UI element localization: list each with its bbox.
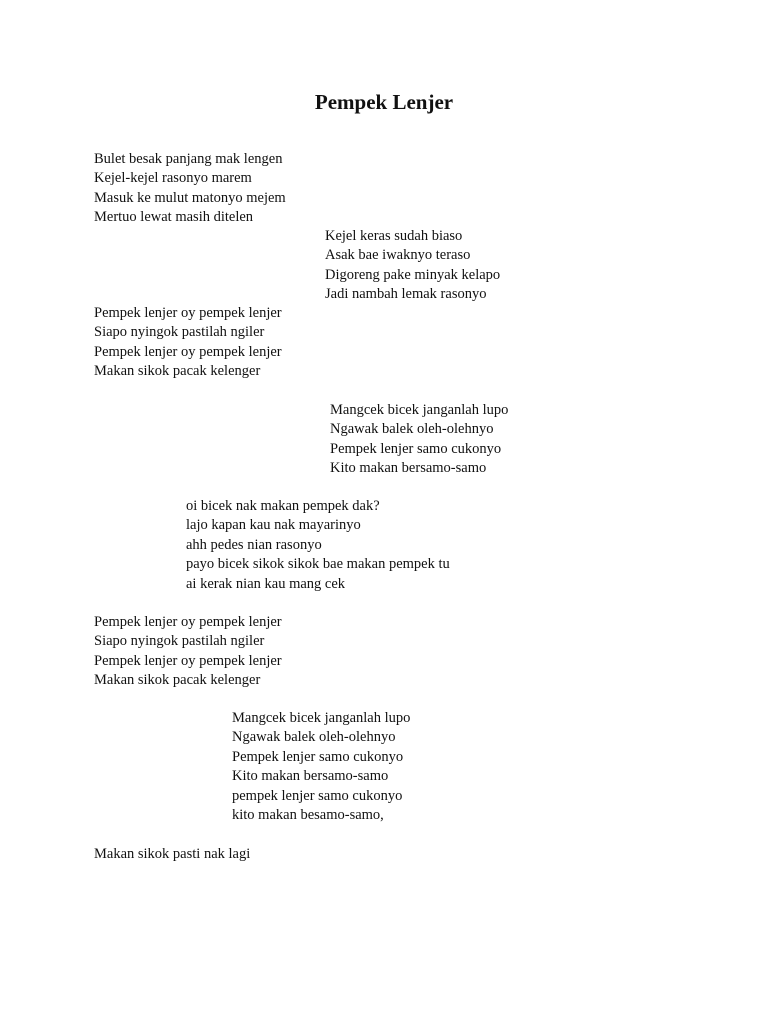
stanza-line: Bulet besak panjang mak lengen bbox=[94, 151, 283, 167]
stanza-line: payo bicek sikok sikok bae makan pempek tu bbox=[186, 556, 450, 573]
stanza-line: Pempek lenjer oy pempek lenjer bbox=[94, 614, 282, 630]
stanza-line: ahh pedes nian rasonyo bbox=[186, 536, 322, 553]
document-title: Pempek Lenjer bbox=[314, 90, 454, 114]
stanza-line: Kejel-kejel rasonyo marem bbox=[94, 170, 252, 187]
stanza-line: Pempek lenjer samo cukonyo bbox=[232, 748, 404, 765]
stanza-7 bbox=[232, 709, 410, 825]
stanza-line: Masuk ke mulut matonyo mejem bbox=[94, 189, 286, 206]
stanza-line: Kito makan bersamo-samo bbox=[330, 460, 487, 477]
stanza-line: lajo kapan kau nak mayarinyo bbox=[186, 517, 361, 534]
stanza-line: Ngawak balek oleh-olehnyo bbox=[232, 729, 396, 746]
stanza-line: ai kerak nian kau mang cek bbox=[186, 575, 346, 592]
stanza-line: kito makan besamo-samo, bbox=[232, 807, 384, 824]
stanza-line: Makan sikok pacak kelenger bbox=[94, 363, 261, 380]
stanza-line: Kejel keras sudah biaso bbox=[325, 228, 463, 244]
stanza-line: Siapo nyingok pastilah ngiler bbox=[94, 633, 265, 650]
stanza-line: Siapo nyingok pastilah ngiler bbox=[94, 324, 265, 341]
stanza-3-chorus bbox=[94, 304, 282, 382]
stanza-line: pempek lenjer samo cukonyo bbox=[232, 787, 403, 804]
stanza-2 bbox=[325, 227, 500, 305]
stanza-line: Makan sikok pasti nak lagi bbox=[94, 846, 251, 862]
stanza-line: Mangcek bicek janganlah lupo bbox=[330, 402, 509, 418]
stanza-1 bbox=[94, 150, 286, 228]
stanza-line: oi bicek nak makan pempek dak? bbox=[186, 498, 380, 514]
stanza-8-closing bbox=[94, 845, 250, 864]
stanza-line: Digoreng pake minyak kelapo bbox=[325, 266, 501, 283]
stanza-line: Asak bae iwaknyo teraso bbox=[325, 247, 471, 264]
stanza-line: Makan sikok pacak kelenger bbox=[94, 672, 261, 689]
stanza-line: Mangcek bicek janganlah lupo bbox=[232, 710, 411, 726]
stanza-line: Pempek lenjer oy pempek lenjer bbox=[94, 343, 282, 360]
stanza-line: Jadi nambah lemak rasonyo bbox=[325, 286, 487, 303]
stanza-line: Mertuo lewat masih ditelen bbox=[94, 209, 254, 226]
stanza-line: Pempek lenjer samo cukonyo bbox=[330, 440, 502, 457]
stanza-5-dialogue bbox=[186, 497, 450, 594]
stanza-line: Kito makan bersamo-samo bbox=[232, 768, 389, 785]
stanza-line: Pempek lenjer oy pempek lenjer bbox=[94, 305, 282, 321]
stanza-line: Ngawak balek oleh-olehnyo bbox=[330, 421, 494, 438]
stanza-6-chorus bbox=[94, 613, 282, 691]
stanza-line: Pempek lenjer oy pempek lenjer bbox=[94, 652, 282, 669]
stanza-4 bbox=[330, 401, 508, 479]
